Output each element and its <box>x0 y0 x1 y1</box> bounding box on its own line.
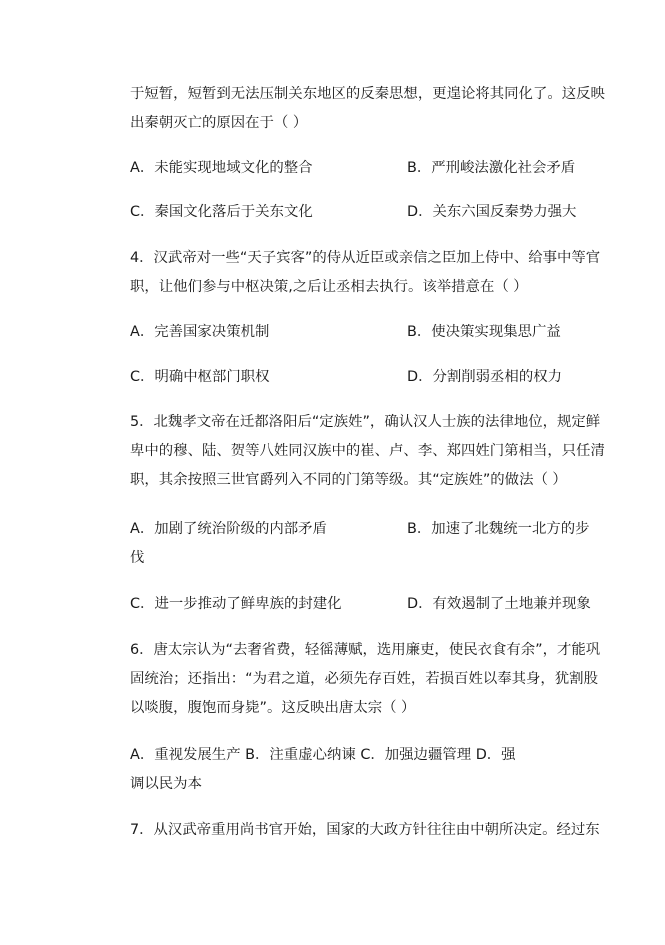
q5-option-d: D．有效遏制了土地兼并现象 <box>407 596 591 612</box>
q3-option-d: D．关东六国反秦势力强大 <box>407 204 577 220</box>
q7-stem-line-1: 7．从汉武帝重用尚书官开始，国家的大政方针往往由中朝所决定。经过东 <box>130 822 600 838</box>
q4-option-b: B．使决策实现集思广益 <box>407 324 561 340</box>
q3-option-a: A．未能实现地域文化的整合 <box>130 160 313 176</box>
q5-stem-line-1: 5．北魏孝文帝在迁都洛阳后“定族姓”，确认汉人士族的法律地位，规定鲜 <box>130 414 601 430</box>
q4-stem-line-1: 4．汉武帝对一些“天子宾客”的侍从近臣或亲信之臣加上侍中、给事中等官 <box>130 250 601 266</box>
q6-stem-line-3: 以啖腹，腹饱而身毙”。这反映出唐太宗（ ） <box>130 700 416 716</box>
q4-option-a: A．完善国家决策机制 <box>130 324 270 340</box>
q4-option-d: D．分割削弱丞相的权力 <box>407 369 562 385</box>
q6-options-line-1: A．重视发展生产 B．注重虚心纳谏 C．加强边疆管理 D．强 <box>130 747 516 763</box>
q4-stem-line-2: 职，让他们参与中枢决策,之后让丞相去执行。该举措意在（ ） <box>130 279 528 295</box>
q5-option-a: A．加剧了统治阶级的内部矛盾 <box>130 521 327 537</box>
q5-stem-line-2: 卑中的穆、陆、贺等八姓同汉族中的崔、卢、李、郑四姓门第相当，只任清 <box>130 443 605 459</box>
q6-options-line-2: 调以民为本 <box>130 776 202 792</box>
q3-stem-line-2: 出秦朝灭亡的原因在于（ ） <box>130 115 308 131</box>
q5-option-b-wrap: 伐 <box>130 550 145 566</box>
q5-stem-line-3: 职，其余按照三世官爵列入不同的门第等级。其“定族姓”的做法（ ） <box>130 472 567 488</box>
q6-stem-line-1: 6．唐太宗认为“去奢省费，轻徭薄赋，选用廉吏，使民衣食有余”，才能巩 <box>130 642 601 658</box>
q3-option-b: B．严刑峻法激化社会矛盾 <box>407 160 576 176</box>
q6-stem-line-2: 固统治；还指出：“为君之道，必须先存百姓，若损百姓以奉其身，犹割股 <box>130 671 598 687</box>
q5-option-c: C．进一步推动了鲜卑族的封建化 <box>130 596 342 612</box>
q5-option-b: B．加速了北魏统一北方的步 <box>407 521 590 537</box>
q3-stem-line-1: 于短暂，短暂到无法压制关东地区的反秦思想，更遑论将其同化了。这反映 <box>130 86 605 102</box>
q3-option-c: C．秦国文化落后于关东文化 <box>130 204 313 220</box>
q4-option-c: C．明确中枢部门职权 <box>130 369 270 385</box>
